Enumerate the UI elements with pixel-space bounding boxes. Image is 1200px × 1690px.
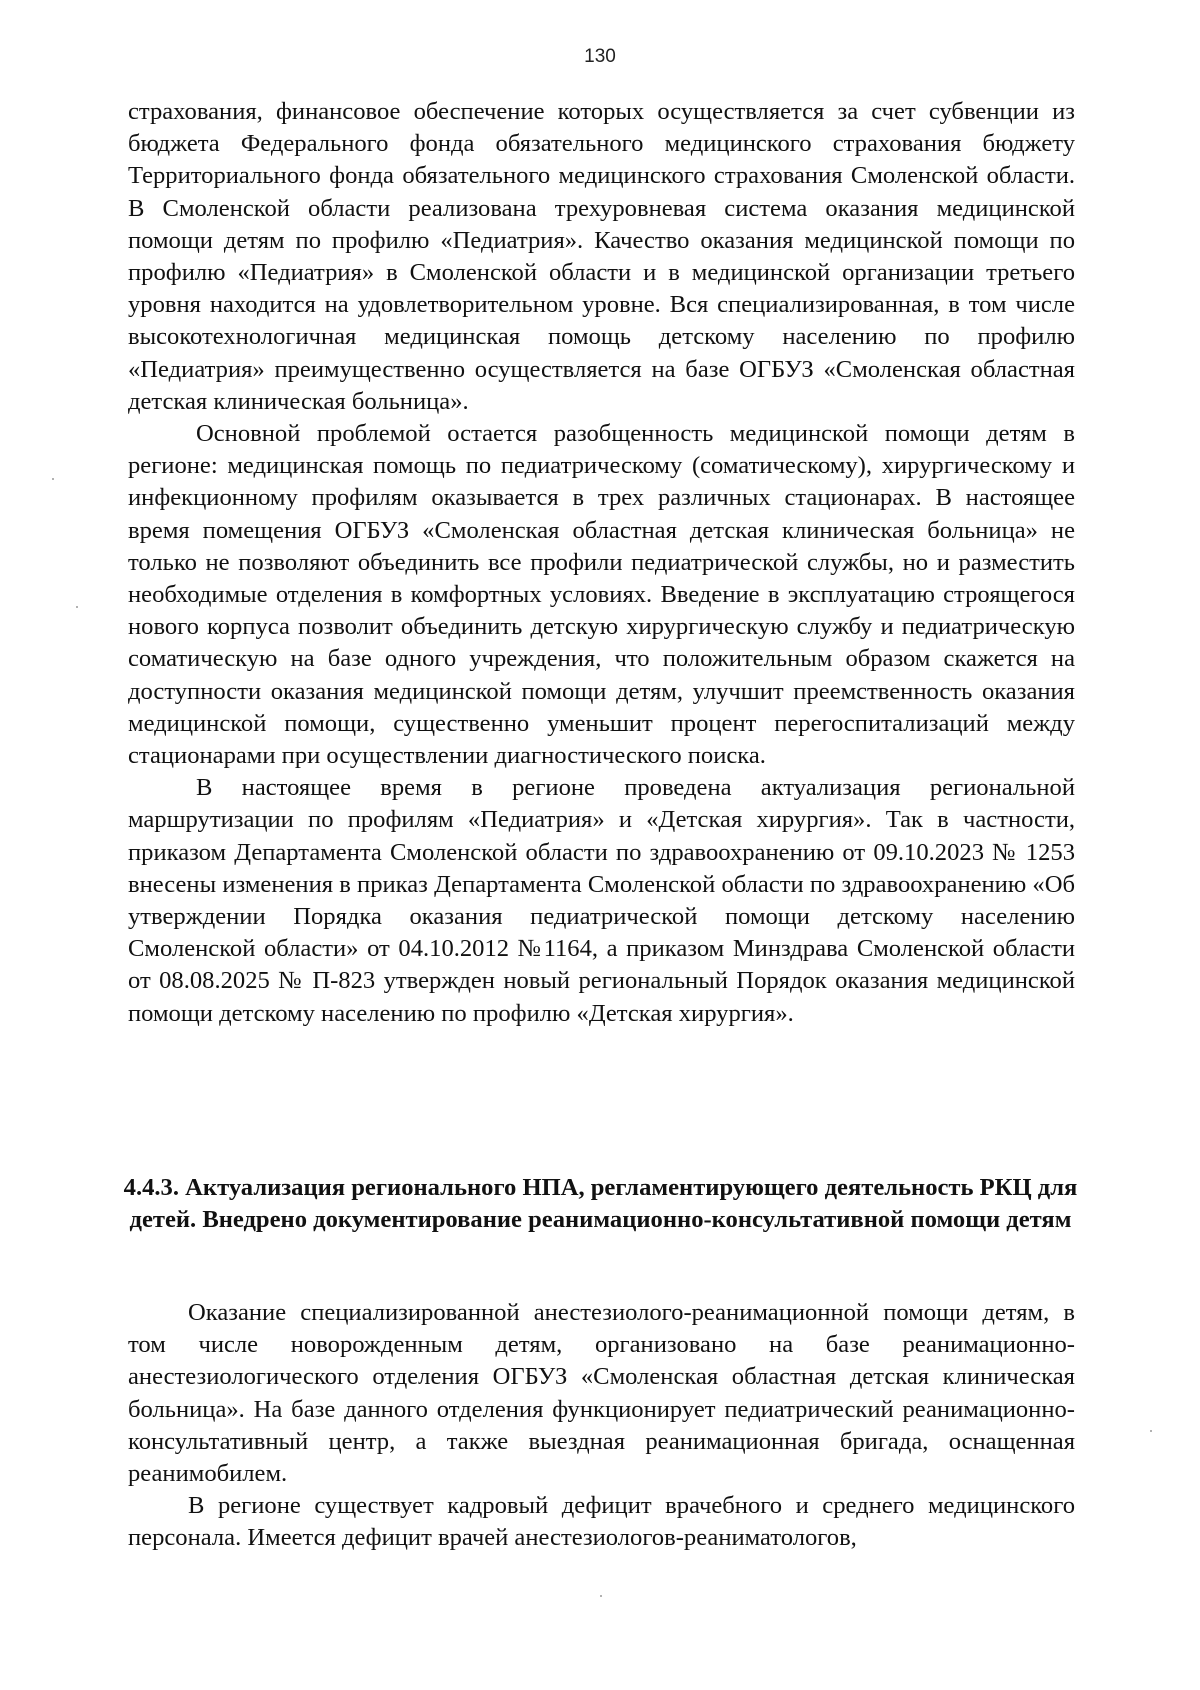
body-text <box>128 96 1075 1030</box>
paragraph-main-problem: Основной проблемой остается разобщенность медицинской помощи детям в регионе: медицинская помощь по педиатрическому (соматическому), хирургическому и инфекционному профилям оказывается в трех различных стационарах. В настоящее время помещения ОГБУЗ «Смоленская областная детская клиническая больница» не только не позволяют объединить все профили педиатрической службы, но и разместить необходимые отделения в комфортных условиях. Введение в эксплуатацию строящегося нового корпуса позволит объединить детскую хирургическую службу и педиатрическую соматическую на базе одного учреждения, что положительным образом скажется на доступности оказания медицинской помощи детям, улучшит преемственность оказания медицинской помощи, существенно уменьшит процент перегоспитализаций между стационарами при осуществлении диагностического поиска. <box>128 420 1075 770</box>
scan-speck <box>600 1595 602 1597</box>
paragraph-staff-deficit: В регионе существует кадровый дефицит врачебного и среднего медицинского персонала. Имеется дефицит врачей анестезиологов-реаниматологов, <box>128 1492 1075 1552</box>
paragraph-anesthesiology-care: Оказание специализированной анестезиолого-реанимационной помощи детям, в том числе новорожденным детям, организовано на базе реанимационно-анестезиологического отделения ОГБУЗ «Смоленская областная детская клиническая больница». На базе данного отделения функционирует педиатрический реанимационно-консультативный центр, а также выездная реанимационная бригада, оснащенная реанимобилем. <box>128 1299 1075 1488</box>
paragraph-financing: страхования, финансовое обеспечение которых осуществляется за счет субвенции из бюджета Федерального фонда обязательного медицинского страхования бюджету Территориального фонда обязательного медицинского страхования Смоленской области. В Смоленской области реализована трехуровневая система оказания медицинской помощи детям по профилю «Педиатрия». Качество оказания медицинской помощи по профилю «Педиатрия» в Смоленской области и в медицинской организации третьего уровня находится на удовлетворительном уровне. Вся специализированная, в том числе высокотехнологичная медицинская помощь детскому населению по профилю «Педиатрия» преимущественно осуществляется на базе ОГБУЗ «Смоленская областная детская клиническая больница». <box>128 98 1075 415</box>
paragraph-routing-update: В настоящее время в регионе проведена актуализация региональной маршрутизации по профилям «Педиатрия» и «Детская хирургия». Так в частности, приказом Департамента Смоленской области по здравоохранению от 09.10.2023 № 1253 внесены изменения в приказ Департамента Смоленской области по здравоохранению «Об утверждении Порядка оказания педиатрической помощи детскому населению Смоленской области» от 04.10.2012 №1164, а приказом Минздрава Смоленской области от 08.08.2025 № П-823 утвержден новый региональный Порядок оказания медицинской помощи детскому населению по профилю «Детская хирургия». <box>128 774 1075 1027</box>
section-body <box>128 1297 1075 1555</box>
section-heading: 4.4.3. Актуализация регионального НПА, регламентирующего деятельность РКЦ для детей. Внедрено документирование реанимационно-консультативной помощи детям <box>123 1174 1078 1234</box>
scan-speck <box>52 478 54 480</box>
scan-speck <box>1150 1430 1152 1432</box>
scan-speck <box>76 606 78 608</box>
page-number: 130 <box>584 46 616 67</box>
